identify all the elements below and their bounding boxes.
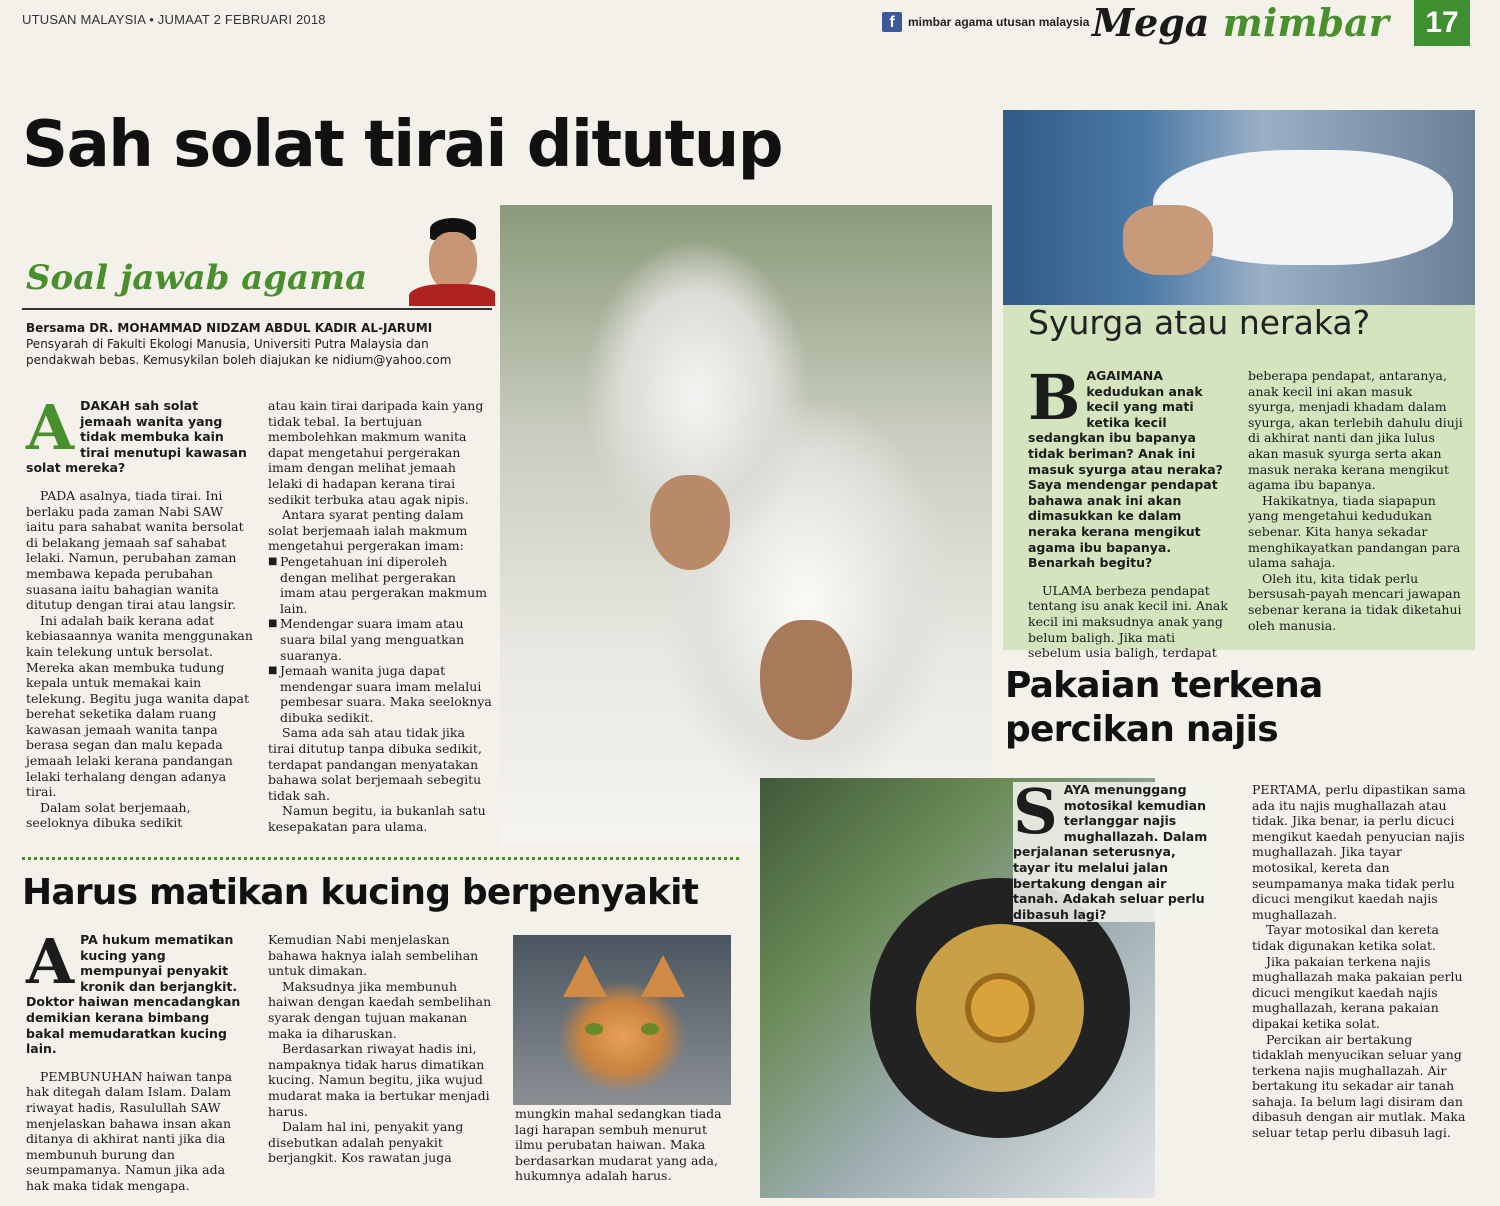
- pakaian-question: [1013, 775, 1213, 922]
- cat-photo: [513, 935, 731, 1105]
- cat-ear: [563, 955, 607, 997]
- facebook-link[interactable]: [882, 12, 1089, 32]
- prayer-face-1: [650, 475, 730, 570]
- main-headline: Sah solat tirai ditutup: [22, 108, 783, 182]
- list-item: ■ Jemaah wanita juga dapat mendengar suara imam melalui pembesar suara. Maka seeloknya dibuka sedikit.: [268, 663, 493, 725]
- paragraph: Percikan air bertakung tidaklah menyucikan seluar yang terkena najis mughallazah. Air bertakung itu sekadar air tanah sahaja. Ia belum lagi disiram dan dibasuh dengan air mutlak. Maka seluar tetap perlu dibasuh lagi.: [1252, 1031, 1466, 1141]
- paragraph: Sama ada sah atau tidak jika tirai ditutup tanpa dibuka sedikit, terdapat pandangan menyatakan bahawa solat berjemaah sebegitu tidak sah.: [268, 725, 482, 803]
- kucing-question: [26, 925, 248, 1057]
- main-dropcap: A: [26, 391, 75, 464]
- list-item: ■ Pengetahuan ini diperoleh dengan melihat pergerakan imam atau pergerakan makmum lain.: [268, 554, 493, 616]
- main-column-2: [268, 398, 493, 835]
- paragraph: Kemudian Nabi menjelaskan bahawa haknya ialah sembelihan untuk dimakan.: [268, 932, 479, 979]
- facebook-label: mimbar agama utusan malaysia: [908, 15, 1090, 29]
- paragraph: Antara syarat penting dalam solat berjemaah ialah makmum mengetahui pergerakan imam:: [268, 507, 468, 554]
- pakaian-headline: Pakaian terkena percikan najis: [1005, 665, 1323, 750]
- paragraph: Tayar motosikal dan kereta tidak digunakan ketika solat.: [1252, 922, 1439, 953]
- paragraph: PEMBUNUHAN haiwan tanpa hak ditegah dalam Islam. Dalam riwayat hadis, Rasulullah SAW menjelaskan bahawa insan akan ditanya di akhirat nanti jika dia membunuh burung dan seumpamanya. Namun jika ada hak maka tidak mengapa.: [26, 1068, 233, 1193]
- newspaper-dateline: UTUSAN MALAYSIA • JUMAAT 2 FEBRUARI 2018: [22, 12, 326, 27]
- pakaian-dropcap: S: [1013, 775, 1058, 848]
- syurga-question: [1028, 361, 1230, 571]
- kucing-headline: Harus matikan kucing berpenyakit: [22, 872, 699, 913]
- prayer-face-2: [760, 620, 852, 740]
- main-column-1: [26, 391, 254, 831]
- paragraph: Oleh itu, kita tidak perlu bersusah-payah mencari jawapan sebenar kerana ia tidak diketahui oleh manusia.: [1248, 570, 1462, 633]
- brand-part1: Mega: [1092, 0, 1210, 45]
- paragraph: Maksudnya jika membunuh haiwan dengan kaedah sembelihan syarak dengan tujuan makanan maka ia diharuskan.: [268, 978, 492, 1041]
- byline: [26, 320, 496, 368]
- paragraph: PERTAMA, perlu dipastikan sama ada itu najis mughallazah atau tidak. Jika benar, ia perlu dicuci mengikut kaedah penyucian najis mughallazah. Jika tayar motosikal, kereta dan seumpamanya maka tidak perlu dicuci mengikut kaedah najis mughallazah.: [1252, 782, 1466, 922]
- syurga-column-1: [1028, 361, 1230, 661]
- paragraph: ULAMA berbeza pendapat tentang isu anak kecil ini. Anak kecil ini maksudnya anak yang belum baligh. Jika mati sebelum usia baligh, terdapat: [1028, 582, 1228, 661]
- author-portrait: [405, 210, 495, 306]
- paragraph: Berdasarkan riwayat hadis ini, nampaknya tidak harus dimatikan kucing. Namun begitu, jika wujud mudarat maka ia bertukar menjadi harus.: [268, 1041, 490, 1119]
- prayer-photo: [500, 205, 992, 845]
- byline-description: Pensyarah di Fakulti Ekologi Manusia, Universiti Putra Malaysia dan pendakwah bebas. Kemusykilan boleh diajukan ke nidium@yahoo.com: [26, 337, 452, 367]
- portrait-body: [409, 284, 495, 306]
- kucing-dropcap: A: [26, 925, 75, 998]
- byline-author: Bersama DR. MOHAMMAD NIDZAM ABDUL KADIR AL-JARUMI: [26, 321, 433, 335]
- syurga-dropcap: B: [1028, 361, 1081, 434]
- main-question: [26, 391, 254, 476]
- pakaian-column: [1252, 782, 1467, 1141]
- page-number: 17: [1414, 0, 1470, 46]
- baby-photo: [1003, 110, 1475, 305]
- cat-eye: [641, 1023, 659, 1035]
- brand-part2: mimbar: [1222, 0, 1389, 45]
- paragraph: Jika pakaian terkena najis mughallazah maka pakaian perlu dicuci mengikut kaedah najis mughallazah, kerana pakaian dipakai ketika solat.: [1252, 953, 1463, 1031]
- main-question-text: DAKAH sah solat jemaah wanita yang tidak membuka kain tirai menutupi kawasan solat mereka?: [26, 398, 247, 476]
- paragraph: Ini adalah baik kerana adat kebiasaannya wanita menggunakan kain telekung untuk bersolat. Mereka akan membuka tudung kepala untuk memakai kain telekung. Begitu juga wanita dapat berehat seketika dalam ruang kawasan jemaah wanita tanpa berasa segan dan malu kepada jemaah lelaki kerana pandangan lelaki terhalang dengan adanya tirai.: [26, 612, 253, 800]
- list-item: ■ Mendengar suara imam atau suara bilal yang menguatkan suaranya.: [268, 616, 493, 663]
- paragraph: PADA asalnya, tiada tirai. Ini berlaku pada zaman Nabi SAW iaitu para sahabat wanita bersolat di belakang jemaah saf sahabat lelaki. Namun, perubahan zaman membawa kepada perubahan suasana iaitu bahagian wanita ditutup dengan tirai atau langsir.: [26, 487, 244, 613]
- paragraph: Dalam hal ini, penyakit yang disebutkan adalah penyakit berjangkit. Kos rawatan juga: [268, 1119, 464, 1166]
- kucing-question-text: PA hukum mematikan kucing yang mempunyai penyakit kronik dan berjangkit. Doktor haiwan mencadangkan demikian kerana bimbang bakal memudaratkan kucing lain.: [26, 932, 241, 1057]
- pakaian-question-box: [1013, 775, 1213, 922]
- cat-eye: [585, 1023, 603, 1035]
- pakaian-question-text: AYA menunggang motosikal kemudian terlanggar najis mughallazah. Dalam perjalanan seterusnya, tayar itu melalui jalan bertakung dengan air tanah. Adakah seluar perlu dibasuh lagi?: [1013, 782, 1208, 922]
- section-brand: [1092, 0, 1389, 45]
- requirements-list: [268, 554, 493, 726]
- kucing-column-2: [268, 932, 493, 1166]
- facebook-icon: f: [882, 12, 902, 32]
- column-title: Soal jawab agama: [26, 258, 368, 298]
- column-title-rule: [22, 308, 492, 310]
- kucing-column-3: [515, 1106, 737, 1184]
- paragraph: Dalam solat berjemaah, seeloknya dibuka sedikit: [26, 799, 191, 831]
- syurga-headline: Syurga atau neraka?: [1028, 303, 1371, 342]
- portrait-head: [429, 232, 477, 290]
- paragraph: Namun begitu, ia bukanlah satu kesepakatan para ulama.: [268, 803, 486, 835]
- cat-ear: [641, 955, 685, 997]
- paragraph: atau kain tirai daripada kain yang tidak tebal. Ia bertujuan membolehkan makmum wanita dapat mengetahui pergerakan imam dengan melihat jemaah lelaki di hadapan kerana tirai sedikit terbuka atau agak nipis.: [268, 398, 484, 507]
- rim: [965, 973, 1035, 1043]
- paragraph: mungkin mahal sedangkan tiada lagi harapan sembuh menurut ilmu perubatan haiwan. Maka berdasarkan mudarat yang ada, hukumnya adalah harus.: [515, 1106, 722, 1184]
- section-divider: [22, 857, 740, 860]
- paragraph: beberapa pendapat, antaranya, anak kecil ini akan masuk syurga, menjadi khadam dalam syurga, akan terlebih dahulu diuji di akhirat nanti dan jika lulus akan masuk syurga serta akan masuk neraka kerana mengikut agama ibu bapanya.: [1248, 368, 1463, 493]
- syurga-question-text: AGAIMANA kedudukan anak kecil yang mati ketika kecil sedangkan ibu bapanya tidak beriman? Anak ini masuk syurga atau neraka? Saya mendengar pendapat bahawa anak ini akan dimasukkan ke dalam neraka kerana mengikut agama ibu bapanya. Benarkah begitu?: [1028, 368, 1223, 571]
- paragraph: Hakikatnya, tiada siapapun yang mengetahui kedudukan sebenar. Kita hanya sekadar menghikayatkan pandangan para ulama sahaja.: [1248, 492, 1461, 571]
- hand: [1123, 205, 1213, 275]
- syurga-column-2: [1248, 368, 1463, 633]
- kucing-column-1: [26, 925, 248, 1194]
